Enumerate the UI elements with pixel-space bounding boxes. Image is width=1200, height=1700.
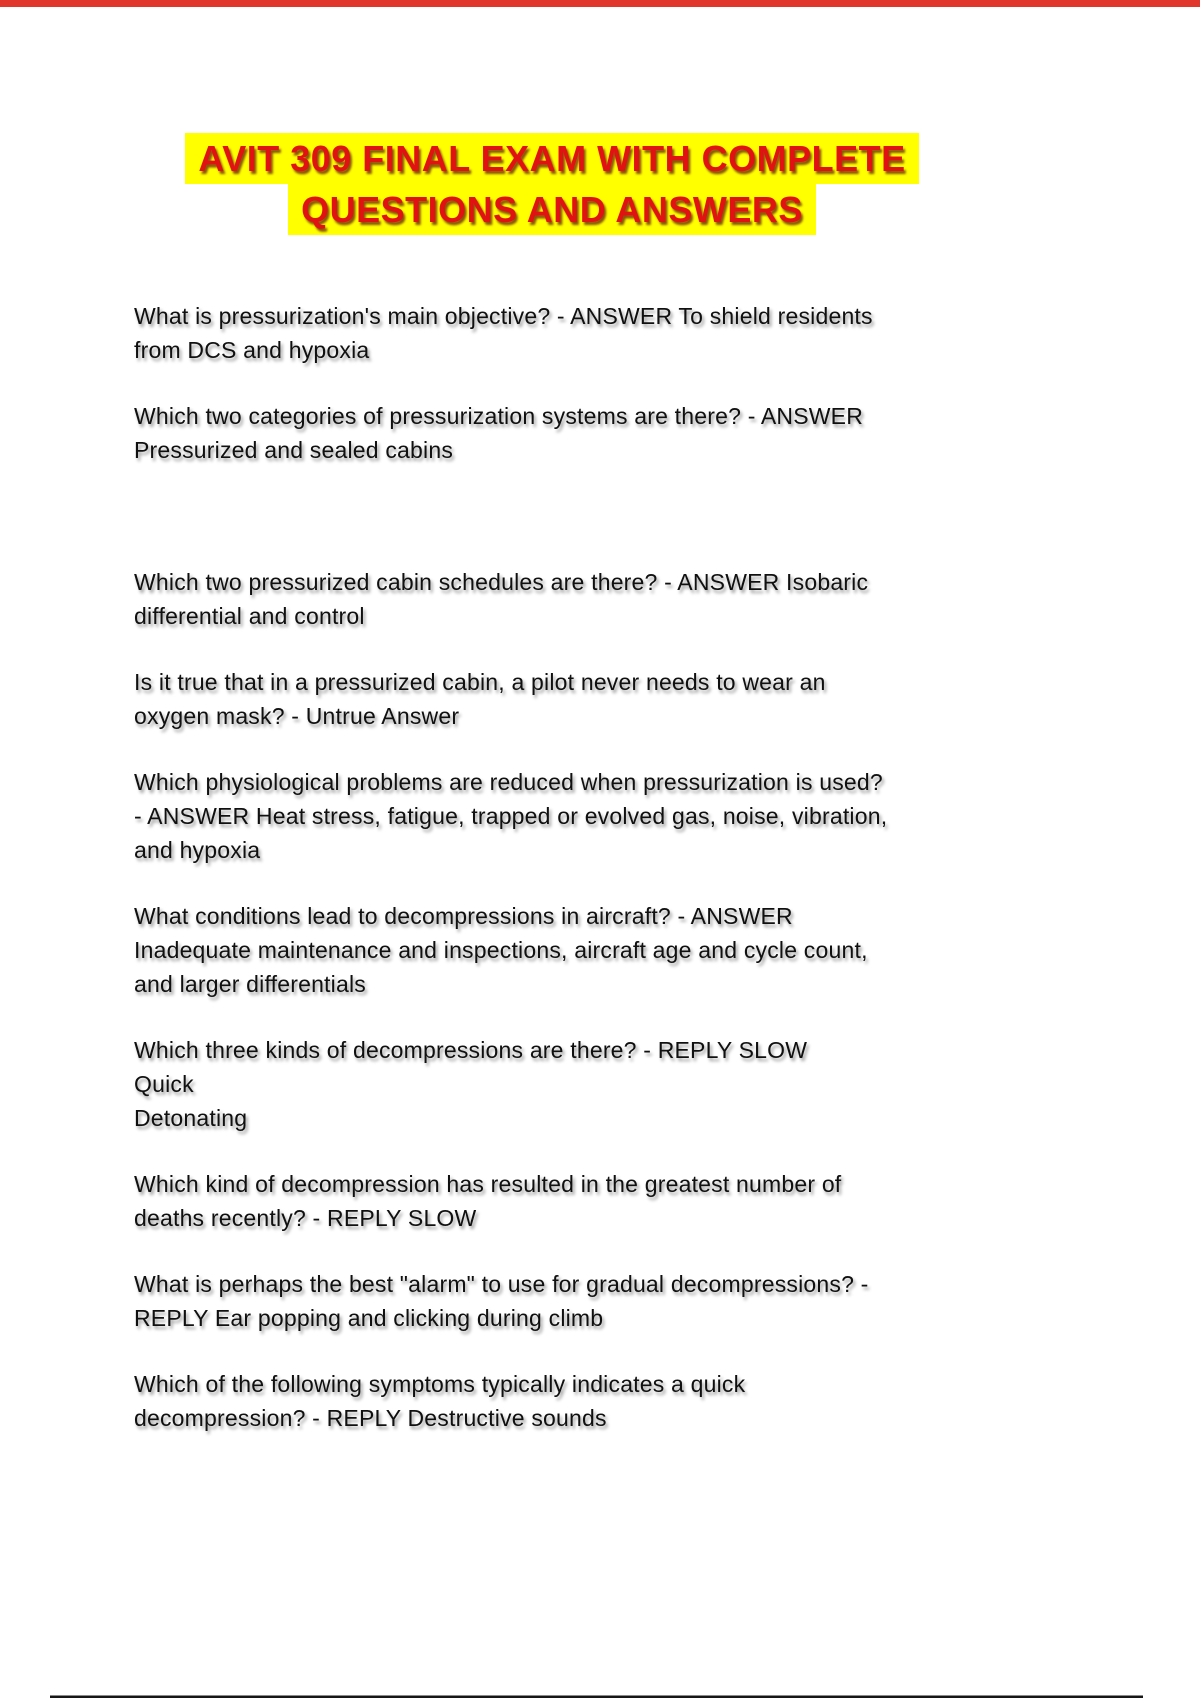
qa-paragraph [134, 899, 970, 1001]
qa-line: Which two categories of pressurization systems are there? - ANSWER [134, 403, 864, 429]
qa-paragraph [134, 565, 970, 633]
qa-paragraph [134, 665, 970, 733]
qa-line: from DCS and hypoxia [134, 337, 370, 363]
qa-line: What conditions lead to decompressions in aircraft? - ANSWER [134, 903, 793, 929]
qa-line: Which two pressurized cabin schedules are there? - ANSWER Isobaric [134, 569, 869, 595]
qa-paragraph [134, 765, 970, 867]
footer-rule [50, 1695, 1143, 1698]
title-line-1: AVIT 309 FINAL EXAM WITH COMPLETE [185, 133, 918, 184]
qa-blank-line [134, 499, 970, 533]
qa-paragraph [134, 1033, 970, 1135]
qa-line: Is it true that in a pressurized cabin, a pilot never needs to wear an [134, 669, 826, 695]
qa-paragraph [134, 399, 970, 467]
qa-paragraph [134, 1167, 970, 1235]
qa-list [134, 299, 970, 1435]
qa-line: What is perhaps the best "alarm" to use for gradual decompressions? - [134, 1271, 869, 1297]
qa-line: differential and control [134, 603, 365, 629]
qa-line: decompression? - REPLY Destructive sounds [134, 1405, 607, 1431]
qa-line: Which physiological problems are reduced when pressurization is used? [134, 769, 883, 795]
qa-line: - ANSWER Heat stress, fatigue, trapped or evolved gas, noise, vibration, [134, 803, 888, 829]
qa-paragraph [134, 1267, 970, 1335]
qa-line: REPLY Ear popping and clicking during climb [134, 1305, 604, 1331]
qa-line: Which kind of decompression has resulted in the greatest number of [134, 1171, 842, 1197]
qa-line: What is pressurization's main objective? - ANSWER To shield residents [134, 303, 873, 329]
qa-paragraph [134, 299, 970, 367]
qa-line: Which of the following symptoms typically indicates a quick [134, 1371, 746, 1397]
document-content [134, 0, 970, 1467]
qa-line: Inadequate maintenance and inspections, aircraft age and cycle count, [134, 937, 868, 963]
qa-line: Quick [134, 1071, 194, 1097]
qa-line: and larger differentials [134, 971, 366, 997]
title-line-2: QUESTIONS AND ANSWERS [288, 184, 816, 235]
qa-line: oxygen mask? - Untrue Answer [134, 703, 460, 729]
qa-paragraph [134, 1367, 970, 1435]
document-title [134, 133, 970, 235]
qa-line: deaths recently? - REPLY SLOW [134, 1205, 477, 1231]
qa-line: Pressurized and sealed cabins [134, 437, 454, 463]
qa-line: Detonating [134, 1105, 248, 1131]
qa-line: Which three kinds of decompressions are there? - REPLY SLOW [134, 1037, 808, 1063]
qa-line: and hypoxia [134, 837, 261, 863]
